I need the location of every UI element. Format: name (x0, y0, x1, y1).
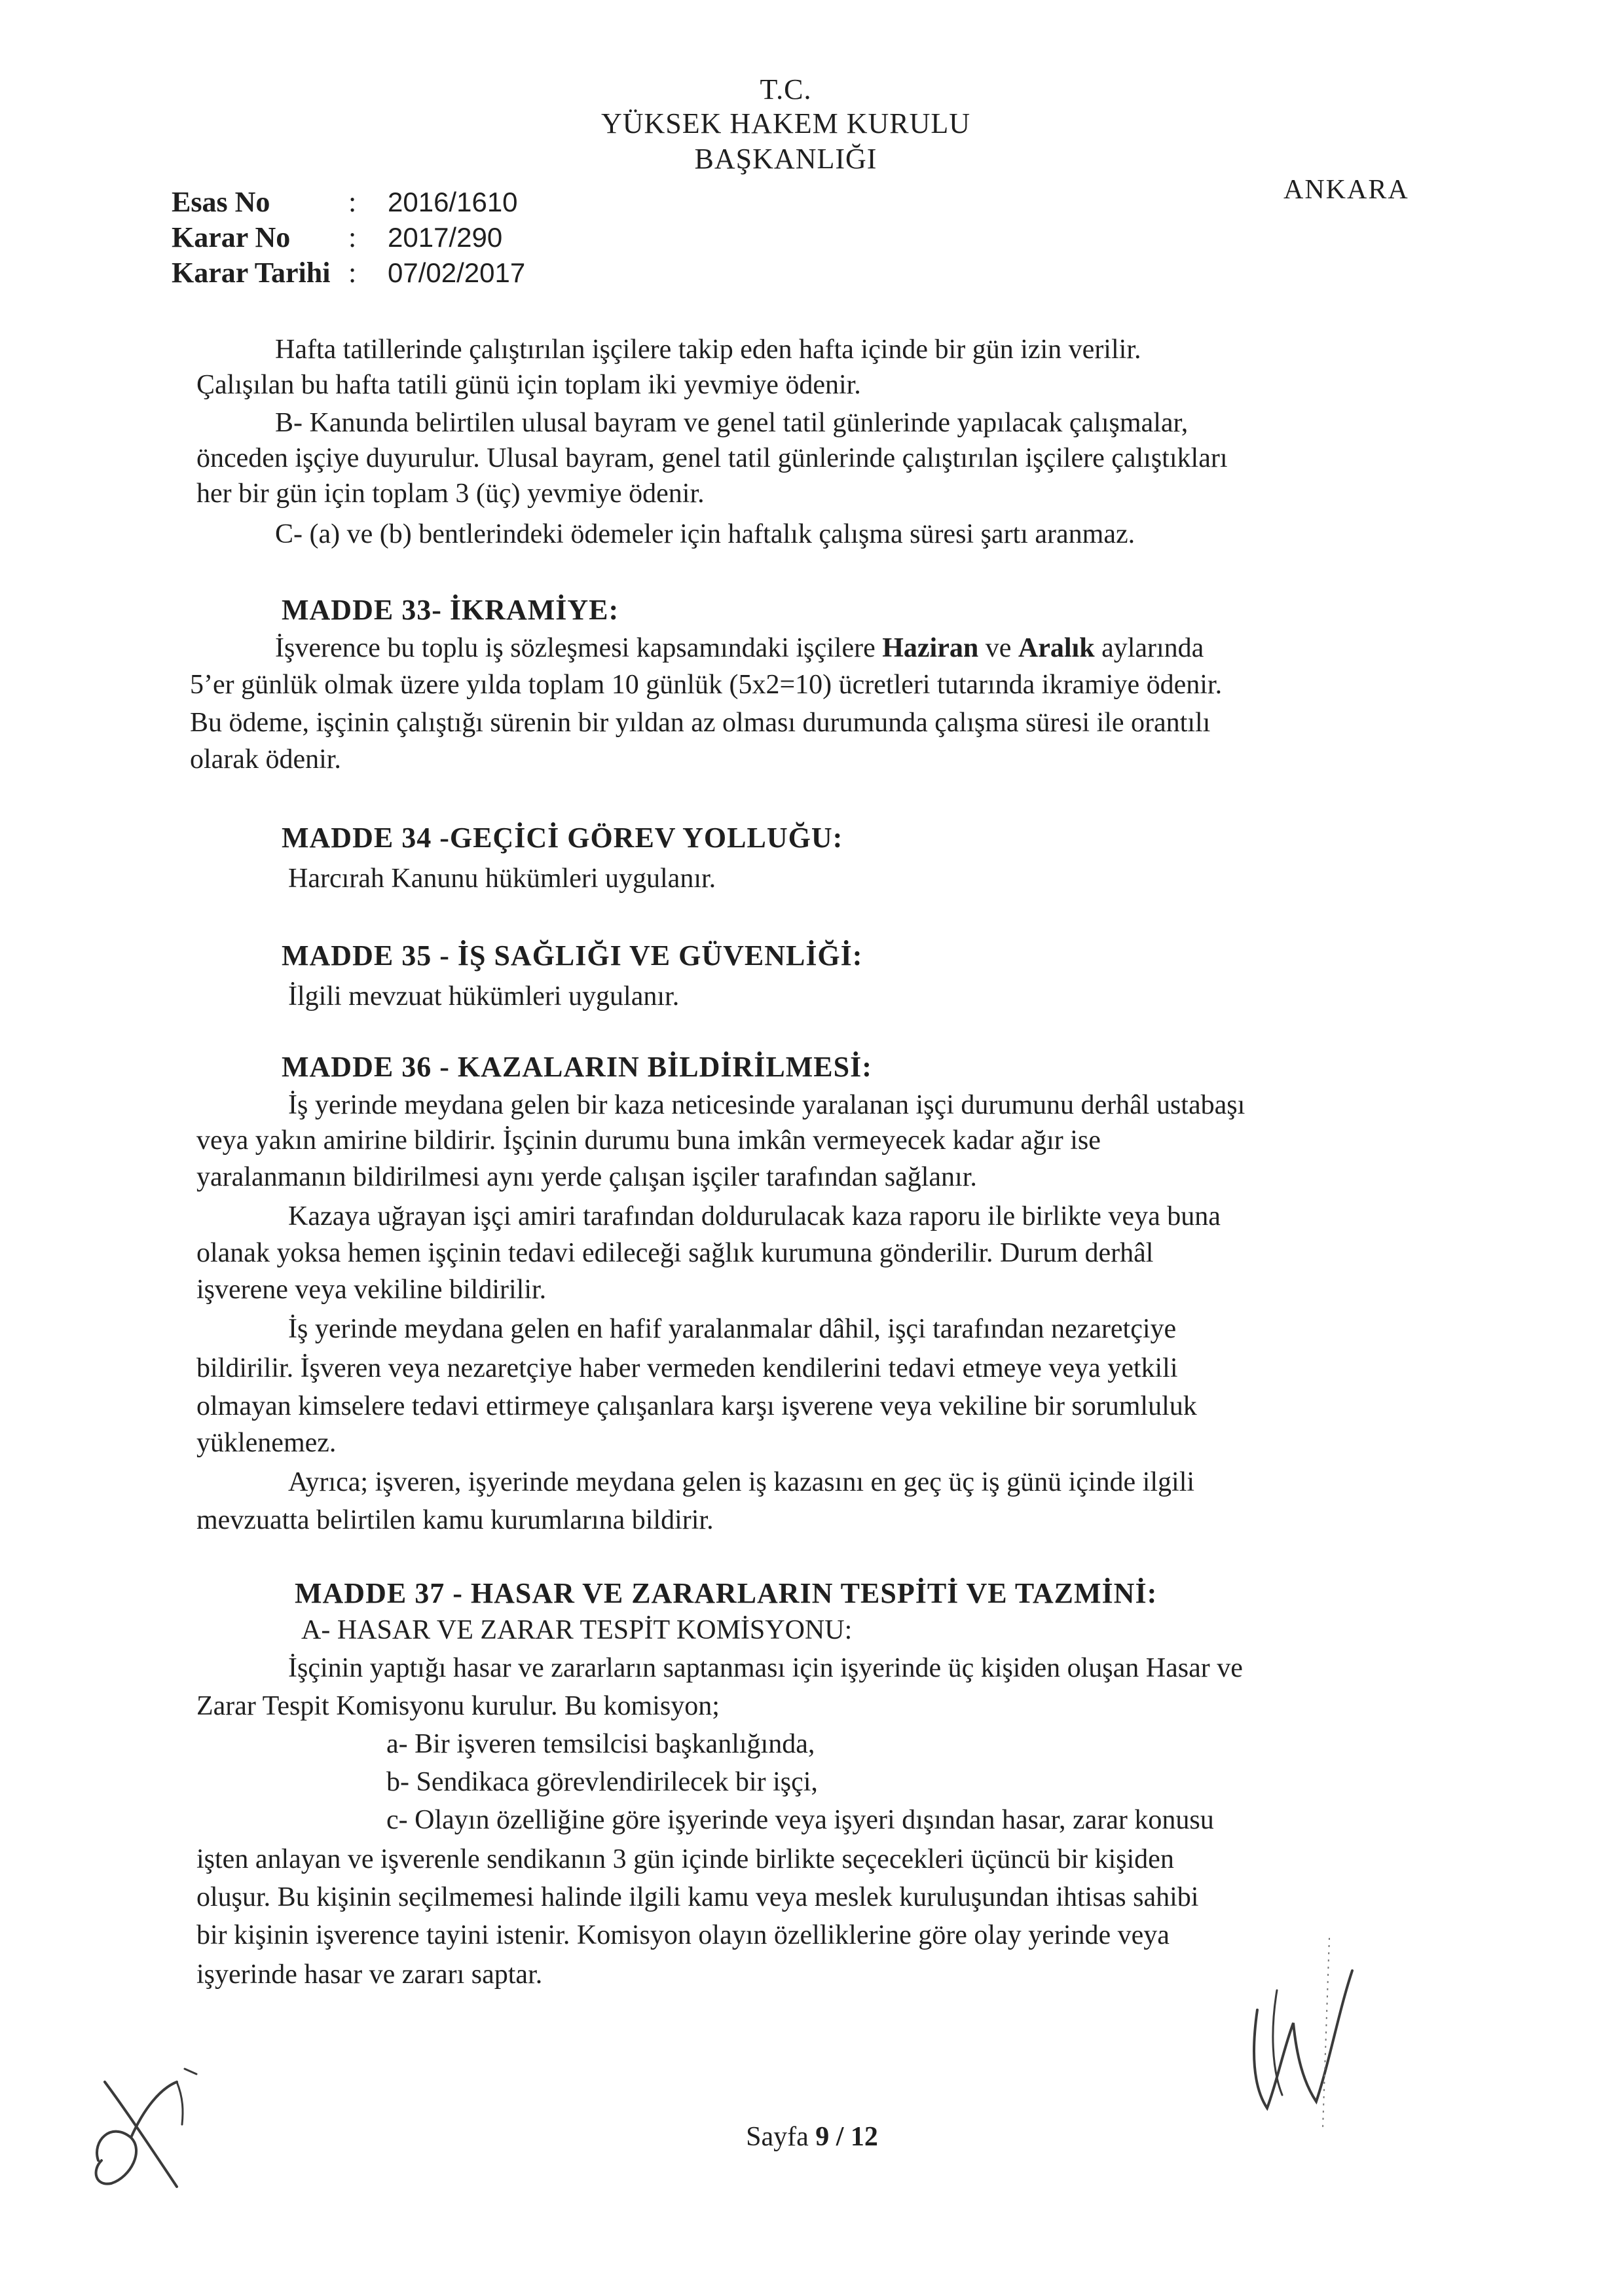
subsection-title: A- HASAR VE ZARAR TESPİT KOMİSYONU: (301, 1615, 853, 1645)
paragraph-line: Harcırah Kanunu hükümleri uygulanır. (288, 864, 716, 894)
paragraph-line: olanak yoksa hemen işçinin tedavi edileceği sağlık kurumuna gönderilir. Durum derhâl (196, 1238, 1154, 1268)
page-number (0, 2121, 1624, 2153)
paragraph-line: İş yerinde meydana gelen bir kaza neticesinde yaralanan işçi durumunu derhâl ustabaşı (288, 1090, 1246, 1120)
signature-right-initials (1231, 1912, 1401, 2134)
meta-label: Karar Tarihi (172, 257, 331, 289)
meta-colon: : (348, 257, 357, 289)
meta-colon: : (348, 186, 357, 218)
paragraph-line: Bu ödeme, işçinin çalıştığı sürenin bir yıldan az olması durumunda çalışma süresi ile orantılı (190, 708, 1211, 738)
text-span: ve (985, 633, 1012, 663)
paragraph-line: B- Kanunda belirtilen ulusal bayram ve genel tatil günlerinde yapılacak çalışmalar, (275, 408, 1189, 438)
header-institution: YÜKSEK HAKEM KURULU (600, 107, 971, 139)
emphasis-month: Aralık (1018, 633, 1095, 663)
paragraph-line: Kazaya uğrayan işçi amiri tarafından doldurulacak kaza raporu ile birlikte veya buna (288, 1201, 1221, 1231)
section-title-madde-34: MADDE 34 -GEÇİCİ GÖREV YOLLUĞU: (282, 822, 843, 854)
paragraph-line: C- (a) ve (b) bentlerindeki ödemeler için haftalık çalışma süresi şartı aranmaz. (275, 519, 1135, 549)
paragraph-line: işverene veya vekiline bildirilir. (196, 1275, 547, 1305)
paragraph-line: 5’er günlük olmak üzere yılda toplam 10 günlük (5x2=10) ücretleri tutarında ikramiye ödenir. (190, 670, 1223, 700)
section-title-madde-33: MADDE 33- İKRAMİYE: (282, 594, 619, 626)
meta-esas-no (172, 185, 518, 220)
paragraph-line: Ayrıca; işveren, işyerinde meydana gelen iş kazasını en geç üç iş günü içinde ilgili (288, 1467, 1195, 1497)
text-span: aylarında (1101, 633, 1204, 663)
paragraph-line: işten anlayan ve işverenle sendikanın 3 gün içinde birlikte seçecekleri üçüncü bir kişiden (196, 1844, 1174, 1874)
paragraph-line: İşçinin yaptığı hasar ve zararların saptanması için işyerinde üç kişiden oluşan Hasar ve (288, 1653, 1243, 1683)
text-span: İşverence bu toplu iş sözleşmesi kapsamındaki işçilere (275, 633, 876, 663)
paragraph-line: İş yerinde meydana gelen en hafif yaralanmalar dâhil, işçi tarafından nezaretçiye (288, 1314, 1177, 1344)
page-label: Sayfa (746, 2122, 809, 2152)
meta-karar-tarihi (172, 255, 525, 291)
header-department: BAŞKANLIĞI (694, 143, 877, 175)
paragraph-line: yaralanmanın bildirilmesi aynı yerde çalışan işçiler tarafından sağlanır. (196, 1162, 977, 1192)
meta-label: Esas No (172, 186, 270, 218)
section-title-madde-35: MADDE 35 - İŞ SAĞLIĞI VE GÜVENLİĞİ: (282, 939, 863, 972)
section-title-madde-36: MADDE 36 - KAZALARIN BİLDİRİLMESİ: (282, 1051, 872, 1083)
paragraph-line (275, 632, 1204, 664)
paragraph-line: mevzuatta belirtilen kamu kurumlarına bildirir. (196, 1505, 714, 1535)
paragraph-line: bildirilir. İşveren veya nezaretçiye haber vermeden kendilerini tedavi etmeye veya yetkili (196, 1353, 1178, 1383)
paragraph-line: olmayan kimselere tedavi ettirmeye çalışanlara karşı işverene veya vekiline bir sorumluluk (196, 1391, 1197, 1421)
meta-value: 2016/1610 (388, 187, 518, 217)
meta-value: 07/02/2017 (388, 257, 526, 288)
paragraph-line: yüklenemez. (196, 1428, 337, 1458)
paragraph-line: her bir gün için toplam 3 (üç) yevmiye ödenir. (196, 479, 705, 509)
paragraph-line: veya yakın amirine bildirir. İşçinin durumu buna imkân vermeyecek kadar ağır ise (196, 1125, 1101, 1156)
meta-karar-no (172, 220, 502, 255)
emphasis-month: Haziran (882, 633, 979, 663)
list-item: a- Bir işveren temsilcisi başkanlığında, (386, 1729, 815, 1759)
meta-colon: : (348, 221, 357, 253)
list-item: c- Olayın özelliğine göre işyerinde veya işyeri dışından hasar, zarar konusu (386, 1805, 1214, 1835)
paragraph-line: Hafta tatillerinde çalıştırılan işçilere takip eden hafta içinde bir gün izin verilir. (275, 335, 1141, 365)
paragraph-line: Zarar Tespit Komisyonu kurulur. Bu komisyon; (196, 1691, 720, 1721)
list-item: b- Sendikaca görevlendirilecek bir işçi, (386, 1767, 818, 1797)
paragraph-line: işyerinde hasar ve zararı saptar. (196, 1959, 543, 1990)
page-count: 9 / 12 (815, 2122, 878, 2152)
paragraph-line: İlgili mevzuat hükümleri uygulanır. (288, 981, 680, 1011)
paragraph-line: olarak ödenir. (190, 744, 341, 774)
header-tc: T.C. (760, 73, 812, 105)
meta-value: 2017/290 (388, 222, 503, 253)
section-title-madde-37: MADDE 37 - HASAR VE ZARARLARIN TESPİTİ VE TAZMİNİ: (295, 1577, 1158, 1609)
paragraph-line: bir kişinin işverence tayini istenir. Komisyon olayın özelliklerine göre olay yerinde veya (196, 1920, 1170, 1950)
header-city: ANKARA (1283, 175, 1409, 205)
meta-label: Karar No (172, 221, 291, 253)
paragraph-line: önceden işçiye duyurulur. Ulusal bayram, genel tatil günlerinde çalıştırılan işçilere çalıştıkları (196, 443, 1228, 473)
paragraph-line: Çalışılan bu hafta tatili günü için toplam iki yevmiye ödenir. (196, 370, 861, 400)
paragraph-line: oluşur. Bu kişinin seçilmemesi halinde ilgili kamu veya meslek kuruluşundan ihtisas sahibi (196, 1882, 1199, 1912)
